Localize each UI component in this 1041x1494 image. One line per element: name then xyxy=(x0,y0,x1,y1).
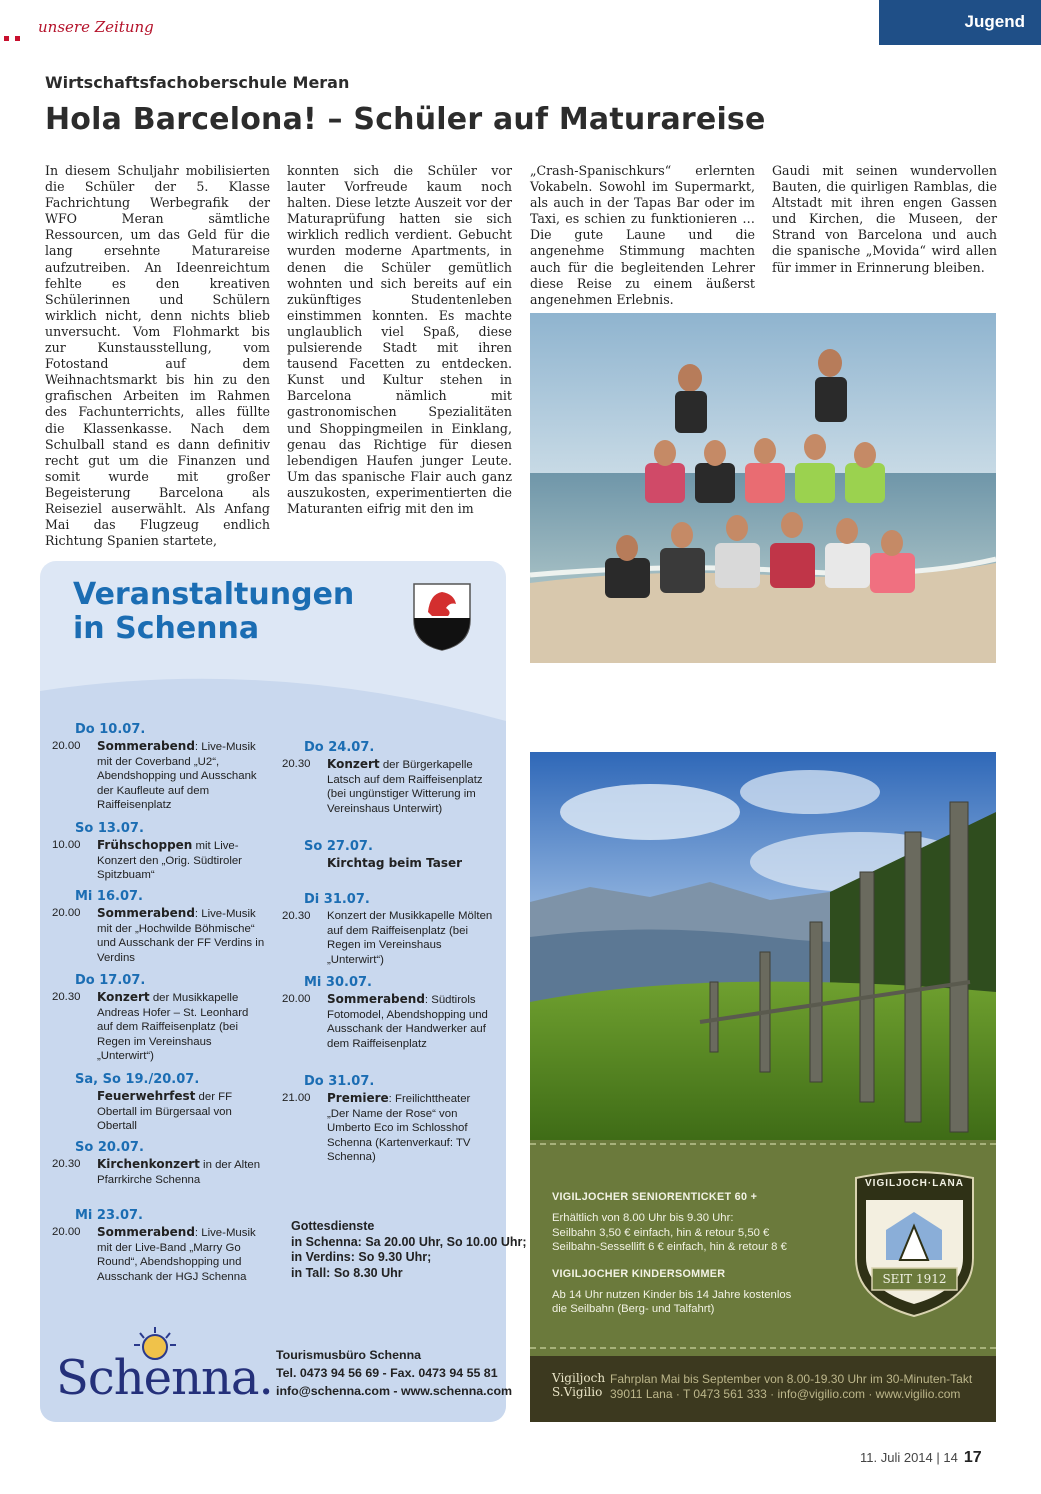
article-kicker: Wirtschaftsfachoberschule Meran xyxy=(45,73,350,92)
event-item xyxy=(282,757,497,819)
event-date: Di 31.07. xyxy=(304,892,370,907)
event-time: 20.30 xyxy=(52,1158,81,1170)
event-item xyxy=(282,992,497,1054)
event-date: So 13.07. xyxy=(75,821,144,836)
event-title: Konzert xyxy=(327,757,380,771)
senior-ticket-block xyxy=(552,1191,842,1317)
events-heading xyxy=(73,578,354,646)
event-item xyxy=(282,1091,497,1164)
church-services-title: Gottesdienste xyxy=(291,1219,375,1233)
article-column-3: „Crash-Spanischkurs“ erlernten Vokabeln. Sowohl im Supermarkt, als auch in der Tapas Bar oder im Taxi, es schien zu funktionieren … Die gute Laune und die angenehme Stimmung machten auch für die begleitenden Lehrer diese Reise zu einem äußerst angenehmen Erlebnis. xyxy=(530,163,755,307)
event-time: 20.00 xyxy=(52,1226,81,1238)
event-time: 20.30 xyxy=(282,758,311,770)
event-time: 20.00 xyxy=(52,740,81,752)
brand-marks xyxy=(4,28,26,46)
events-heading-line-2: in Schenna xyxy=(73,611,260,646)
senior-ticket-line: Seilbahn-Sessellift 6 € einfach, hin & retour 8 € xyxy=(552,1241,787,1254)
kids-summer-line: die Seilbahn (Berg- und Talfahrt) xyxy=(552,1303,715,1316)
event-date: Do 10.07. xyxy=(75,722,146,737)
event-date: Do 31.07. xyxy=(304,1074,375,1089)
event-title: Premiere xyxy=(327,1091,389,1105)
senior-ticket-line: Seilbahn 3,50 € einfach, hin & retour 5,50 € xyxy=(552,1226,770,1239)
tourism-office-web[interactable]: info@schenna.com - www.schenna.com xyxy=(276,1384,513,1398)
event-title: Konzert xyxy=(97,990,150,1004)
event-description: : Freilichttheater „Der Name der Rose“ von Umberto Eco im Schlosshof Schenna (Kartenverkauf: TV Schenna) xyxy=(327,1093,471,1164)
church-services-line: in Tall: So 8.30 Uhr xyxy=(291,1265,403,1280)
vigiljoch-schedule xyxy=(610,1372,990,1402)
kids-summer-title: VIGILJOCHER KINDERSOMMER xyxy=(552,1267,726,1280)
event-title: Kirchtag beim Taser xyxy=(327,856,463,870)
event-time: 20.30 xyxy=(52,991,81,1003)
event-time: 10.00 xyxy=(52,839,81,851)
schenna-logo: Schenna. xyxy=(56,1350,273,1406)
event-item xyxy=(52,990,267,1063)
church-services-line: in Verdins: So 9.30 Uhr; xyxy=(291,1250,432,1264)
church-services-line: in Schenna: Sa 20.00 Uhr, So 10.00 Uhr; xyxy=(291,1234,527,1249)
senior-ticket-line: Erhältlich von 8.00 Uhr bis 9.30 Uhr: xyxy=(552,1212,734,1224)
page-folio xyxy=(860,1449,982,1467)
event-description: der FF Obertall im Bürgersaal von Obertall xyxy=(97,1091,233,1133)
kids-summer-line: Ab 14 Uhr nutzen Kinder bis 14 Jahre kostenlos xyxy=(552,1288,792,1301)
article-column-4: Gaudi mit seinen wundervollen Bauten, die quirligen Ramblas, die Altstadt mit ihren engen Gassen und Kirchen, die Museen, der Strand von Barcelona und auch die spanische „Movida“ wird allen für immer in Erinnerung bleiben. xyxy=(772,163,997,275)
vigiljoch-logo-line-2: S.Vigilio xyxy=(552,1385,603,1399)
event-date: Do 24.07. xyxy=(304,740,375,755)
event-item xyxy=(52,906,267,964)
event-date: Do 17.07. xyxy=(75,973,146,988)
event-description: : Live-Musik mit der Live-Band „Marry Go Round“, Abendshopping und Ausschank der HGJ Schenna xyxy=(97,1227,256,1283)
vigiljoch-logo xyxy=(552,1371,605,1399)
event-item xyxy=(282,856,497,874)
events-list-left xyxy=(52,722,267,1222)
article-column-2: konnten sich die Schüler vor lauter Vorfreude kaum noch halten. Diese letzte Auszeit vor der Maturaprüfung hatten sie sich wirklich redlich verdient. Gebucht wurden moderne Apartments, in denen die Schüler gemütlich wohnten und sich bereits auf ein zukünftiges Studentenleben einstimmen konnten. Es machte unglaublich viel Spaß, diese pulsierende Stadt mit ihren tausend Facetten zu entdecken. Kunst und Kultur stehen in Barcelona nämlich mit gastronomischen Spezialitäten und Shoppingmeilen in Einklang, genau das Richtige für diesen lebendigen Haufen junger Leute. Um das spanische Flair auch ganz auszukosten, experimentierten die Maturanten eifrig mit den im xyxy=(287,163,512,516)
event-description: : Live-Musik mit der „Hochwilde Böhmische“ und Ausschank der FF Verdins in Verdins xyxy=(97,908,265,964)
page-number: 17 xyxy=(963,1449,982,1466)
event-item xyxy=(52,1089,267,1133)
article-column-1: In diesem Schuljahr mobilisierten die Schüler der 5. Klasse Fachrichtung Werbegrafik der WFO Meran sämtliche Ressourcen, um das Geld für die lang ersehnte Maturareise aufzutreiben. An Ideenreichtum fehlte es den kreativen Schülerinnen und Schülern wirklich nicht, denn nichts blieb unversucht. Vom Flohmarkt bis zur Kunstausstellung, vom Fotostand auf dem Weihnachtsmarkt bis hin zu den grafischen Arbeiten im Rahmen des Fachunterrichts, alles füllte die Klassenkasse. Nach dem Schulball stand es dann definitiv recht gut um die Finanzen und somit wurde mit großer Begeisterung Barcelona als Reiseziel auserwählt. Als Anfang Mai das Flugzeug endlich Richtung Spanien startete, xyxy=(45,163,270,549)
event-date: Mi 16.07. xyxy=(75,889,143,904)
vigiljoch-contact-line[interactable]: 39011 Lana · T 0473 561 333 · info@vigilio.com · www.vigilio.com xyxy=(610,1387,961,1401)
event-description: der Bürgerkapelle Latsch auf dem Raiffeisenplatz (bei ungünstiger Witterung im Vereinshaus Unterwirt) xyxy=(327,759,483,815)
article-headline: Hola Barcelona! – Schüler auf Maturareise xyxy=(45,102,766,137)
senior-ticket-title: VIGILJOCHER SENIORENTICKET 60 + xyxy=(552,1191,758,1203)
event-date: So 20.07. xyxy=(75,1140,144,1155)
schenna-coat-of-arms xyxy=(412,582,472,652)
badge-top-text: VIGILJOCH·LANA xyxy=(865,1178,964,1189)
event-item xyxy=(282,909,497,966)
event-title: Frühschoppen xyxy=(97,838,193,852)
event-date: Sa, So 19./20.07. xyxy=(75,1072,200,1087)
event-description: der Musikkapelle Andreas Hofer – St. Leonhard auf dem Raiffeisenplatz (bei Regen im Vereinshaus „Unterwirt“) xyxy=(97,992,249,1063)
tourism-office-contact xyxy=(276,1346,512,1400)
event-description: : Südtirols Fotomodel, Abendshopping und Ausschank der Handwerker auf dem Raiffeisenplatz xyxy=(327,994,488,1050)
vigiljoch-logo-line-1: Vigiljoch xyxy=(552,1371,606,1385)
tourism-office-name: Tourismusbüro Schenna xyxy=(276,1348,422,1362)
event-item xyxy=(52,739,267,812)
event-date: Mi 23.07. xyxy=(75,1208,143,1223)
vigiljoch-schedule-line: Fahrplan Mai bis September von 8.00-19.30 Uhr im 30-Minuten-Takt xyxy=(610,1372,973,1386)
events-list-right xyxy=(282,740,497,1164)
church-services xyxy=(291,1219,527,1281)
tourism-office-phone: Tel. 0473 94 56 69 - Fax. 0473 94 55 81 xyxy=(276,1366,498,1380)
event-item xyxy=(52,1225,267,1287)
event-date: So 27.07. xyxy=(304,839,373,854)
vigiljoch-badge xyxy=(852,1170,977,1318)
event-description: Konzert der Musikkapelle Mölten auf dem Raiffeisenplatz (bei Regen im Vereinshaus „Unterwirt“) xyxy=(327,910,493,966)
events-heading-line-1: Veranstaltungen xyxy=(73,577,355,612)
event-description: mit Live-Konzert den „Orig. Südtiroler Spitzbuam“ xyxy=(97,840,242,882)
event-description: : Live-Musik mit der Coverband „U2“, Abendshopping und Ausschank der Kaufleute auf dem Raiffeisenplatz xyxy=(97,741,257,812)
event-time: 20.30 xyxy=(282,910,311,922)
event-title: Sommerabend xyxy=(97,906,195,920)
event-title: Sommerabend xyxy=(97,739,195,753)
event-time: 20.00 xyxy=(282,993,311,1005)
event-item xyxy=(52,838,267,882)
event-time: 20.00 xyxy=(52,907,81,919)
event-title: Sommerabend xyxy=(97,1225,195,1239)
event-title: Sommerabend xyxy=(327,992,425,1006)
event-title: Kirchenkonzert xyxy=(97,1157,200,1171)
beach-group-photo xyxy=(530,313,996,663)
alpine-fence-photo xyxy=(530,752,996,1142)
issue-date: 11. Juli 2014 | 14 xyxy=(860,1450,958,1465)
badge-year-text: SEIT 1912 xyxy=(882,1272,947,1286)
event-time: 21.00 xyxy=(282,1092,311,1104)
event-description: in der Alten Pfarrkirche Schenna xyxy=(97,1159,261,1186)
event-date: Mi 30.07. xyxy=(304,975,372,990)
event-item xyxy=(52,1157,267,1189)
event-title: Feuerwehrfest xyxy=(97,1089,196,1103)
newspaper-logo: unsere Zeitung xyxy=(38,18,154,36)
section-tab[interactable]: Jugend xyxy=(879,0,1041,45)
